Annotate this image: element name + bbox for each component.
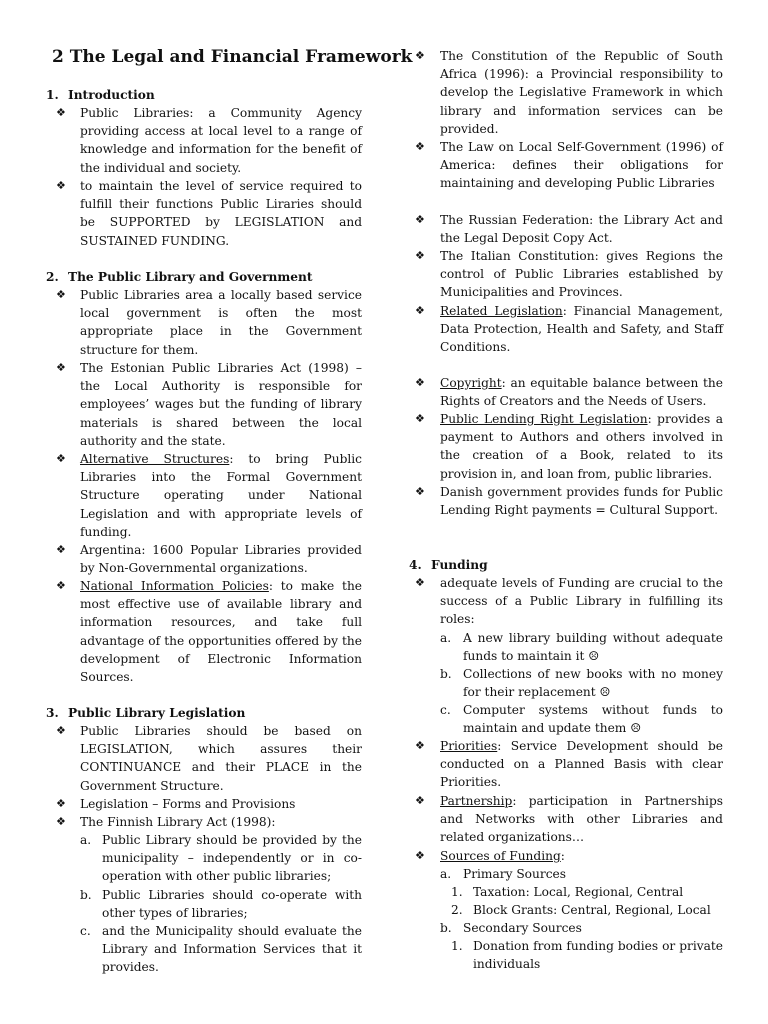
- underlined-term: Alternative Structures: [80, 452, 230, 466]
- underlined-term: Public Lending Right Legislation: [440, 412, 648, 426]
- sub-list-item: c. Computer systems without funds to maintain and update them ☹: [440, 703, 723, 736]
- diamond-bullet-icon: ❖: [56, 288, 66, 301]
- diamond-bullet-icon: ❖: [415, 849, 425, 862]
- diamond-bullet-icon: ❖: [415, 140, 425, 153]
- diamond-bullet-icon: ❖: [56, 797, 66, 810]
- diamond-bullet-icon: ❖: [415, 49, 425, 62]
- bullet-item: ❖ The Russian Federation: the Library Act and the Legal Deposit Copy Act.: [415, 213, 723, 246]
- diamond-bullet-icon: ❖: [415, 485, 425, 498]
- sub-list-item: 1. Taxation: Local, Regional, Central: [451, 885, 684, 899]
- bullet-item: ❖ Priorities: Service Development should be conducted on a Planned Basis with clear Priorities.: [415, 739, 723, 790]
- bullet-item: ❖ Public Libraries should be based on LEGISLATION, which assures their CONTINUANCE and their PLACE in the Government Structure.: [56, 724, 362, 793]
- bullet-item: ❖ The Law on Local Self-Government (1996) of America: defines their obligations for maintaining and developing Public Libraries: [415, 140, 723, 191]
- section-heading-funding: 4. Funding: [409, 558, 488, 572]
- bullet-item: ❖ Public Lending Right Legislation: provides a payment to Authors and others involved in the creation of a Book, related to its provision in, and loan from, public libraries.: [415, 412, 723, 481]
- diamond-bullet-icon: ❖: [56, 579, 66, 592]
- sad-face-icon: ☹: [630, 721, 642, 736]
- bullet-item: ❖ The Italian Constitution: gives Regions the control of Public Libraries established by Municipalities and Provinces.: [415, 249, 723, 300]
- section-heading-legislation: 3. Public Library Legislation: [46, 706, 246, 720]
- diamond-bullet-icon: ❖: [415, 304, 425, 317]
- section-heading-government: 2. The Public Library and Government: [46, 270, 313, 284]
- bullet-item: ❖ Danish government provides funds for Public Lending Right payments = Cultural Support.: [415, 485, 723, 518]
- sub-list-item: a. Public Library should be provided by the municipality – independently or in co-operation with other public libraries;: [80, 833, 362, 884]
- diamond-bullet-icon: ❖: [415, 412, 425, 425]
- diamond-bullet-icon: ❖: [415, 376, 425, 389]
- bullet-item: ❖ Public Libraries: a Community Agency providing access at local level to a range of knowledge and information for the benefit of the individual and society.: [56, 106, 362, 175]
- diamond-bullet-icon: ❖: [56, 815, 66, 828]
- diamond-bullet-icon: ❖: [56, 361, 66, 374]
- bullet-item: ❖ adequate levels of Funding are crucial to the success of a Public Library in fulfilling its roles:: [415, 576, 723, 627]
- bullet-item: ❖ Related Legislation: Financial Management, Data Protection, Health and Safety, and Staff Conditions.: [415, 304, 723, 355]
- underlined-term: Related Legislation: [440, 304, 563, 318]
- bullet-item: ❖ Partnership: participation in Partnerships and Networks with other Libraries and related organizations…: [415, 794, 723, 845]
- diamond-bullet-icon: ❖: [415, 576, 425, 589]
- sub-list-item: a. A new library building without adequate funds to maintain it ☹: [440, 631, 723, 664]
- bullet-item: ❖ to maintain the level of service required to fulfill their functions Public Liraries should be SUPPORTED by LEGISLATION and SUSTAINED FUNDING.: [56, 179, 362, 248]
- sad-face-icon: ☹: [599, 685, 611, 700]
- bullet-item: ❖ Alternative Structures: to bring Public Libraries into the Formal Government Structure operating under National Legislation and with appropriate levels of funding.: [56, 452, 362, 539]
- bullet-item: ❖ Copyright: an equitable balance between the Rights of Creators and the Needs of Users.: [415, 376, 723, 409]
- section-heading-introduction: 1. Introduction: [46, 88, 155, 102]
- diamond-bullet-icon: ❖: [415, 739, 425, 752]
- bullet-item: ❖ Sources of Funding:: [415, 847, 723, 865]
- underlined-term: Priorities: [440, 739, 498, 753]
- sub-list-item: a. Primary Sources: [440, 867, 566, 881]
- underlined-term: Sources of Funding: [440, 849, 561, 863]
- sad-face-icon: ☹: [588, 649, 600, 664]
- sub-list-item: b. Secondary Sources: [440, 921, 582, 935]
- sub-list-item: 1. Donation from funding bodies or private individuals: [451, 939, 723, 972]
- underlined-term: Copyright: [440, 376, 502, 390]
- bullet-item: ❖ The Constitution of the Republic of South Africa (1996): a Provincial responsibility to develop the Legislative Framework in which library and information services can be provided.: [415, 49, 723, 136]
- document-title: 2 The Legal and Financial Framework: [52, 47, 413, 67]
- diamond-bullet-icon: ❖: [415, 794, 425, 807]
- diamond-bullet-icon: ❖: [415, 249, 425, 262]
- sub-list-item: 2. Block Grants: Central, Regional, Local: [451, 903, 711, 917]
- diamond-bullet-icon: ❖: [56, 179, 66, 192]
- underlined-term: Partnership: [440, 794, 513, 808]
- bullet-item: ❖ The Estonian Public Libraries Act (1998) – the Local Authority is responsible for employees’ wages but the funding of library materials is shared between the local authority and the state.: [56, 361, 362, 448]
- diamond-bullet-icon: ❖: [56, 543, 66, 556]
- diamond-bullet-icon: ❖: [56, 452, 66, 465]
- bullet-item: ❖ Public Libraries area a locally based service local government is often the most appropriate place in the Government structure for them.: [56, 288, 362, 357]
- bullet-item: ❖ The Finnish Library Act (1998):: [56, 813, 362, 831]
- sub-list-item: b. Public Libraries should co-operate with other types of libraries;: [80, 888, 362, 921]
- underlined-term: National Information Policies: [80, 579, 269, 593]
- diamond-bullet-icon: ❖: [56, 724, 66, 737]
- bullet-item: ❖ Argentina: 1600 Popular Libraries provided by Non-Governmental organizations.: [56, 543, 362, 576]
- sub-list-item: c. and the Municipality should evaluate the Library and Information Services that it provides.: [80, 924, 362, 975]
- bullet-item: ❖ Legislation – Forms and Provisions: [56, 795, 362, 813]
- diamond-bullet-icon: ❖: [56, 106, 66, 119]
- diamond-bullet-icon: ❖: [415, 213, 425, 226]
- bullet-item: ❖ National Information Policies: to make the most effective use of available library and information resources, and take full advantage of the opportunities offered by the development of Electronic Information Sources.: [56, 579, 363, 685]
- sub-list-item: b. Collections of new books with no money for their replacement ☹: [440, 667, 723, 700]
